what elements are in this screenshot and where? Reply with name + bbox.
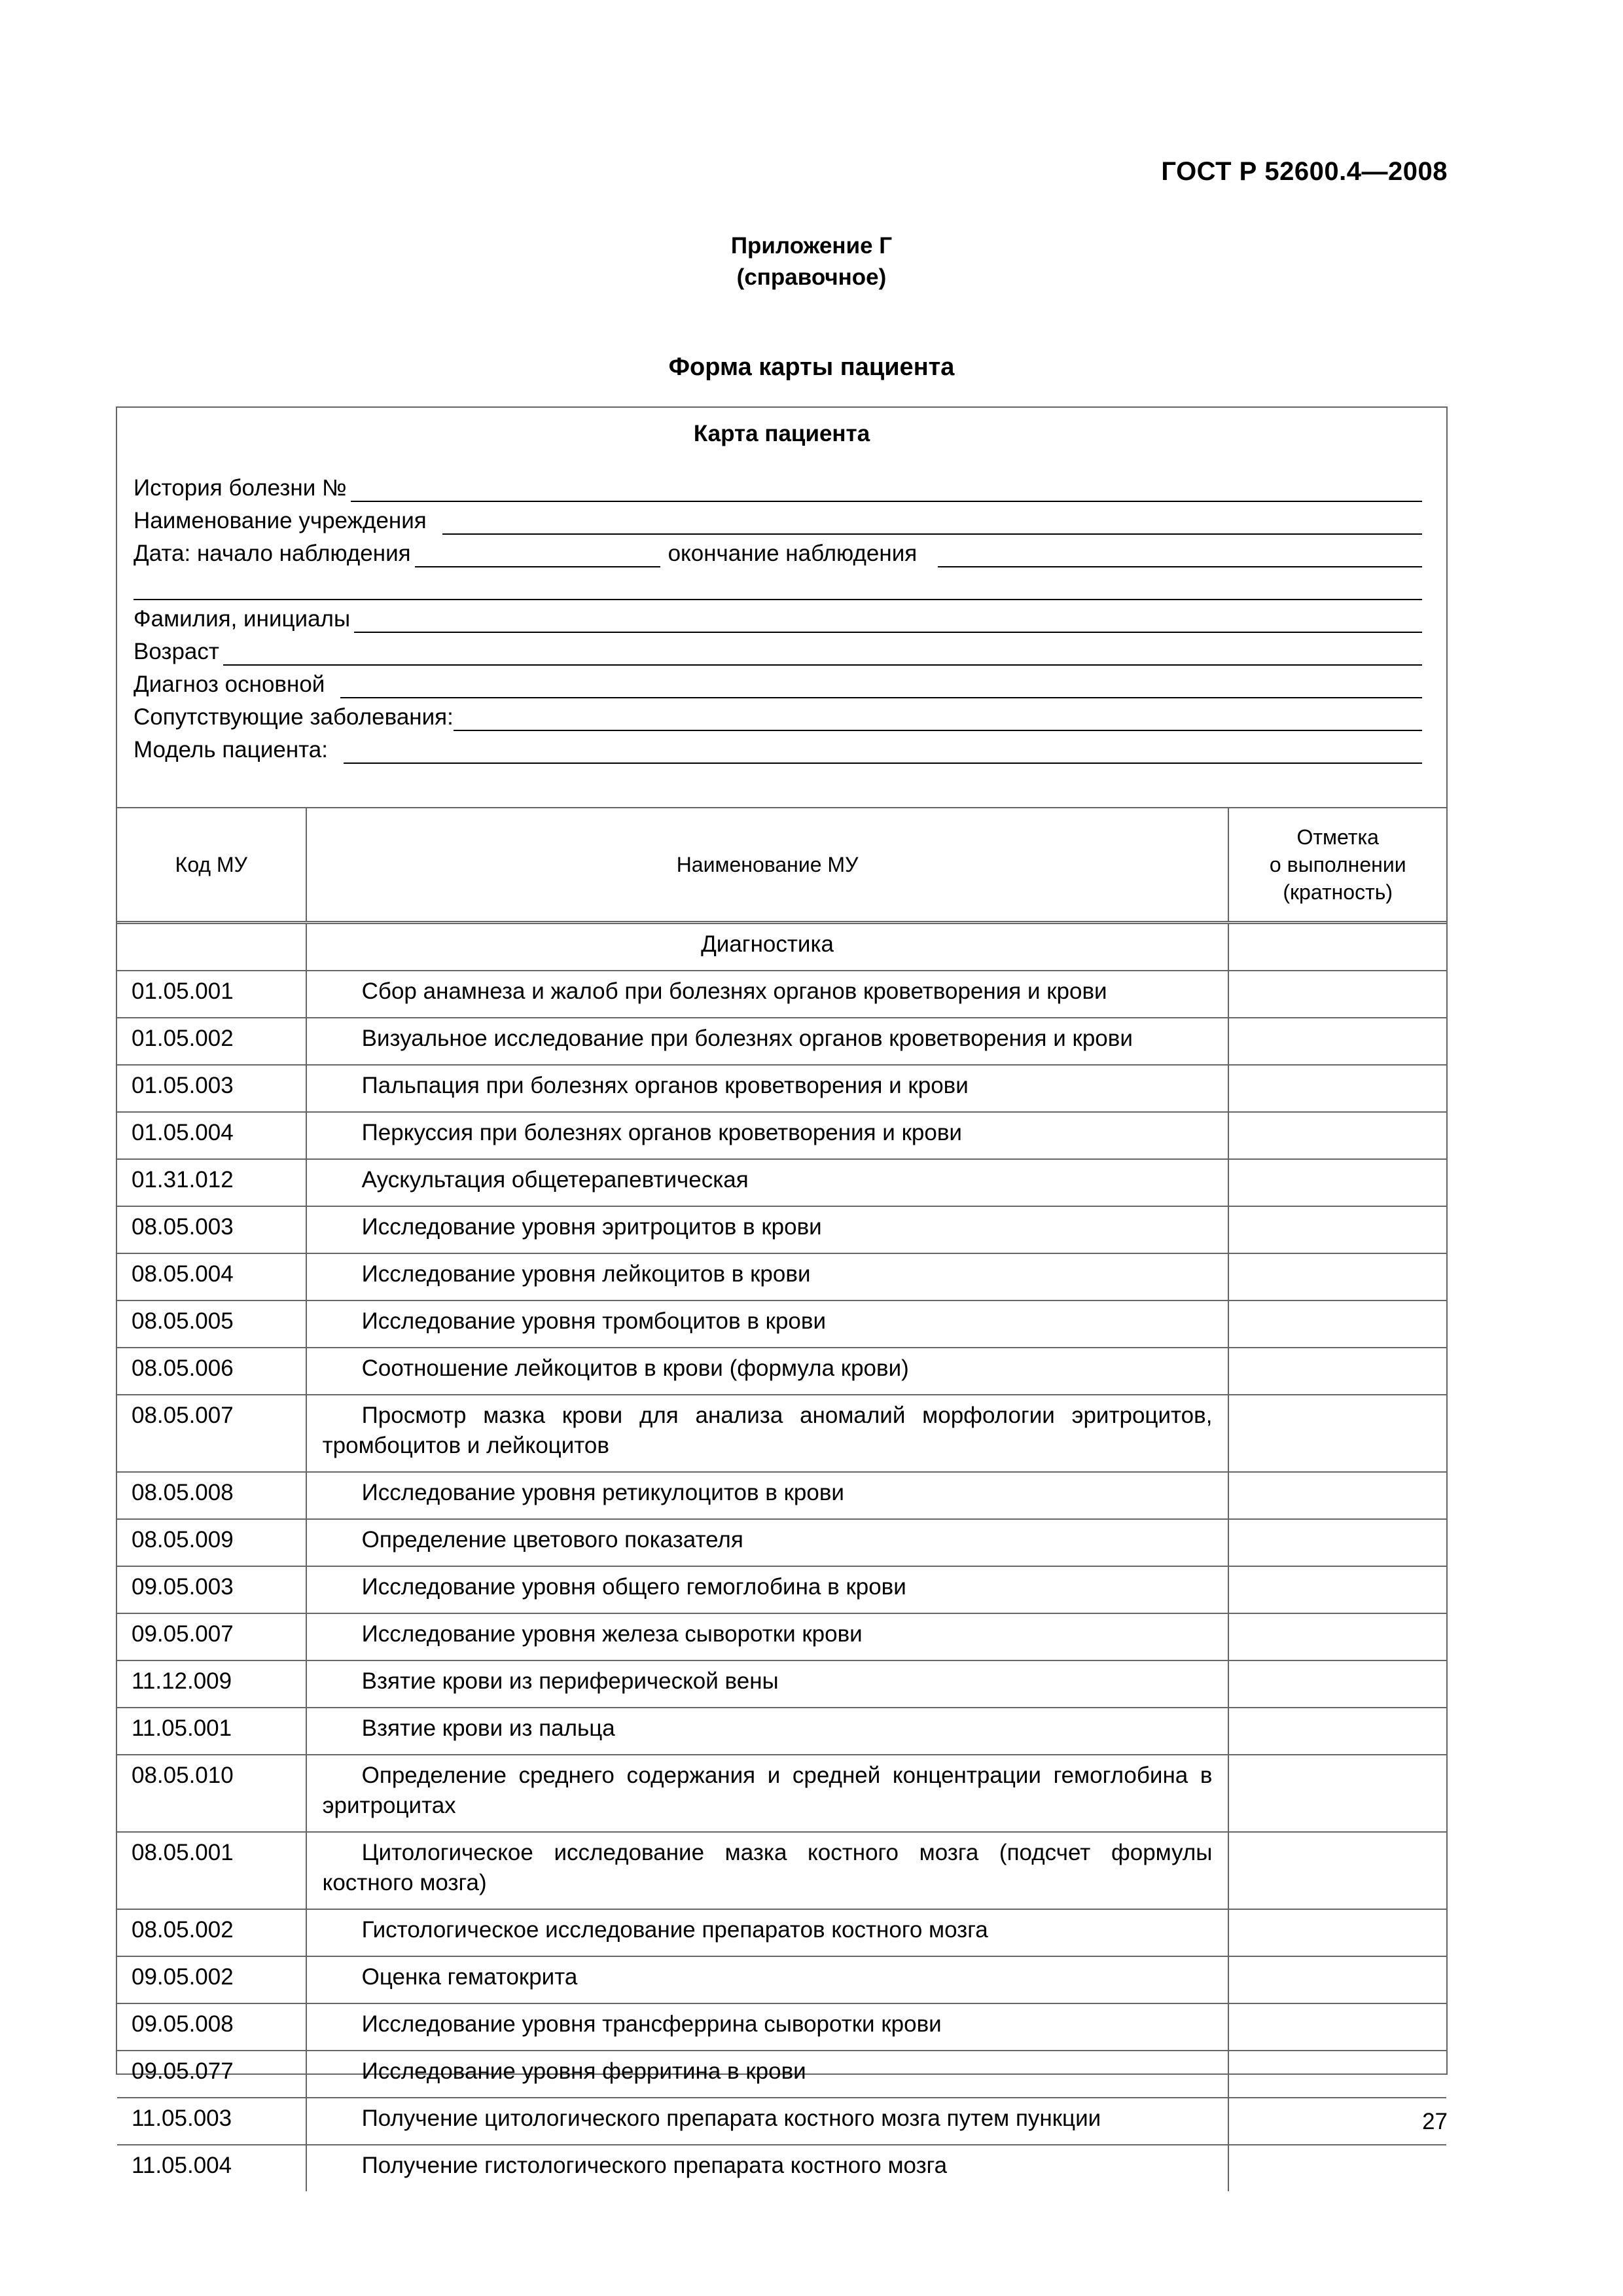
service-code-cell: 08.05.008	[117, 1472, 306, 1519]
comorbid-field	[134, 698, 1422, 731]
service-code-cell: 09.05.077	[117, 2051, 306, 2098]
date-end-input-line[interactable]	[938, 540, 1422, 567]
observation-dates-field	[134, 535, 1422, 567]
service-name-cell: Получение гистологического препарата костного мозга	[306, 2145, 1229, 2191]
section-row	[117, 923, 1446, 971]
model-field	[134, 731, 1422, 764]
service-name-cell: Исследование уровня ферритина в крови	[306, 2051, 1229, 2098]
service-name-cell: Сбор анамнеза и жалоб при болезнях органов кроветворения и крови	[306, 971, 1229, 1018]
diagnosis-field	[134, 666, 1422, 698]
standard-code: ГОСТ Р 52600.4—2008	[1161, 157, 1448, 186]
table-row	[117, 1395, 1446, 1472]
table-row	[117, 1112, 1446, 1159]
table-row	[117, 1909, 1446, 1956]
completion-mark-cell[interactable]	[1228, 1018, 1446, 1065]
table-row	[117, 2051, 1446, 2098]
section-label: Диагностика	[306, 923, 1229, 971]
service-code-cell: 11.12.009	[117, 1660, 306, 1708]
completion-mark-cell[interactable]	[1228, 1755, 1446, 1832]
age-field	[134, 633, 1422, 666]
completion-mark-cell[interactable]	[1228, 1065, 1446, 1112]
date-start-input-line[interactable]	[415, 540, 660, 567]
completion-mark-cell[interactable]	[1228, 1909, 1446, 1956]
completion-mark-cell[interactable]	[1228, 1253, 1446, 1300]
completion-mark-cell[interactable]	[1228, 1519, 1446, 1566]
age-input-line[interactable]	[223, 638, 1422, 666]
name-field	[134, 600, 1422, 633]
mark-header-line-1: Отметка	[1296, 825, 1379, 849]
service-name-cell: Исследование уровня общего гемоглобина в крови	[306, 1566, 1229, 1613]
service-name-cell: Взятие крови из периферической вены	[306, 1660, 1229, 1708]
table-row	[117, 1832, 1446, 1909]
service-name-cell: Исследование уровня трансферрина сыворотки крови	[306, 2003, 1229, 2051]
age-label: Возраст	[134, 639, 219, 664]
mark-header-line-2: о выполнении	[1269, 853, 1406, 876]
model-input-line[interactable]	[344, 736, 1422, 764]
code-column-header: Код МУ	[117, 808, 306, 923]
table-row	[117, 1065, 1446, 1112]
extra-input-line[interactable]	[134, 573, 1422, 600]
history-label: История болезни №	[134, 475, 347, 501]
service-code-cell: 01.05.002	[117, 1018, 306, 1065]
service-code-cell: 11.05.001	[117, 1708, 306, 1755]
service-code-cell: 01.31.012	[117, 1159, 306, 1206]
service-name-cell: Оценка гематокрита	[306, 1956, 1229, 2003]
institution-label: Наименование учреждения	[134, 508, 427, 533]
completion-mark-cell[interactable]	[1228, 2003, 1446, 2051]
completion-mark-cell[interactable]	[1228, 2098, 1446, 2145]
comorbid-input-line[interactable]	[454, 704, 1422, 731]
completion-mark-cell[interactable]	[1228, 1206, 1446, 1253]
institution-input-line[interactable]	[442, 507, 1422, 535]
service-name-cell: Определение цветового показателя	[306, 1519, 1229, 1566]
service-code-cell: 11.05.004	[117, 2145, 306, 2191]
table-row	[117, 971, 1446, 1018]
service-name-cell: Аускультация общетерапевтическая	[306, 1159, 1229, 1206]
table-row	[117, 1472, 1446, 1519]
mark-header-line-3: (кратность)	[1283, 880, 1393, 904]
mark-column-header	[1228, 808, 1446, 923]
comorbid-label: Сопутствующие заболевания:	[134, 704, 454, 730]
service-name-cell: Исследование уровня ретикулоцитов в крови	[306, 1472, 1229, 1519]
extra-line-field	[134, 567, 1422, 600]
history-input-line[interactable]	[351, 475, 1422, 502]
completion-mark-cell[interactable]	[1228, 1159, 1446, 1206]
table-row	[117, 1159, 1446, 1206]
completion-mark-cell[interactable]	[1228, 1472, 1446, 1519]
model-label: Модель пациента:	[134, 737, 328, 762]
table-row	[117, 1755, 1446, 1832]
service-name-cell: Исследование уровня тромбоцитов в крови	[306, 1300, 1229, 1348]
diagnosis-input-line[interactable]	[340, 671, 1422, 698]
medical-services-table	[117, 807, 1446, 2191]
date-end-label: окончание наблюдения	[668, 541, 918, 566]
date-start-label: Дата: начало наблюдения	[134, 541, 411, 566]
service-code-cell: 08.05.006	[117, 1348, 306, 1395]
table-row	[117, 1253, 1446, 1300]
completion-mark-cell[interactable]	[1228, 1708, 1446, 1755]
table-row	[117, 1300, 1446, 1348]
service-code-cell: 09.05.007	[117, 1613, 306, 1660]
service-code-cell: 08.05.007	[117, 1395, 306, 1472]
card-title: Карта пациента	[693, 421, 870, 446]
service-code-cell: 08.05.010	[117, 1755, 306, 1832]
appendix-title: Приложение Г	[730, 233, 893, 259]
service-code-cell: 01.05.001	[117, 971, 306, 1018]
service-name-cell: Исследование уровня лейкоцитов в крови	[306, 1253, 1229, 1300]
completion-mark-cell[interactable]	[1228, 1832, 1446, 1909]
table-row	[117, 1206, 1446, 1253]
completion-mark-cell[interactable]	[1228, 2145, 1446, 2191]
section-code-cell	[117, 923, 306, 971]
page-number: 27	[1422, 2109, 1448, 2134]
name-input-line[interactable]	[354, 605, 1422, 633]
service-code-cell: 08.05.005	[117, 1300, 306, 1348]
form-title: Форма карты пациента	[668, 353, 955, 381]
table-row	[117, 1566, 1446, 1613]
completion-mark-cell[interactable]	[1228, 1112, 1446, 1159]
section-mark-cell[interactable]	[1228, 923, 1446, 971]
institution-field	[134, 502, 1422, 535]
service-name-cell: Определение среднего содержания и средней концентрации гемоглобина в эритроцитах	[306, 1755, 1229, 1832]
service-code-cell: 08.05.004	[117, 1253, 306, 1300]
service-name-cell: Просмотр мазка крови для анализа аномалий морфологии эритроцитов, тромбоцитов и лейкоцитов	[306, 1395, 1229, 1472]
name-column-header: Наименование МУ	[306, 808, 1229, 923]
diagnosis-label: Диагноз основной	[134, 672, 325, 697]
appendix-heading	[0, 230, 1623, 293]
service-name-cell: Исследование уровня железа сыворотки крови	[306, 1613, 1229, 1660]
table-row	[117, 1348, 1446, 1395]
service-code-cell: 08.05.009	[117, 1519, 306, 1566]
service-code-cell: 01.05.004	[117, 1112, 306, 1159]
service-name-cell: Перкуссия при болезнях органов кроветворения и крови	[306, 1112, 1229, 1159]
service-name-cell: Исследование уровня эритроцитов в крови	[306, 1206, 1229, 1253]
completion-mark-cell[interactable]	[1228, 1395, 1446, 1472]
table-row	[117, 1018, 1446, 1065]
table-row	[117, 1613, 1446, 1660]
table-row	[117, 2145, 1446, 2191]
service-name-cell: Соотношение лейкоцитов в крови (формула крови)	[306, 1348, 1229, 1395]
service-code-cell: 08.05.001	[117, 1832, 306, 1909]
service-name-cell: Гистологическое исследование препаратов костного мозга	[306, 1909, 1229, 1956]
completion-mark-cell[interactable]	[1228, 1348, 1446, 1395]
history-field	[134, 469, 1422, 502]
completion-mark-cell[interactable]	[1228, 1613, 1446, 1660]
appendix-subtitle: (справочное)	[736, 264, 887, 290]
service-code-cell: 08.05.002	[117, 1909, 306, 1956]
table-row	[117, 1956, 1446, 2003]
service-code-cell: 08.05.003	[117, 1206, 306, 1253]
table-row	[117, 1708, 1446, 1755]
service-name-cell: Взятие крови из пальца	[306, 1708, 1229, 1755]
table-row	[117, 2003, 1446, 2051]
service-name-cell: Цитологическое исследование мазка костного мозга (подсчет формулы костного мозга)	[306, 1832, 1229, 1909]
table-header-row	[117, 808, 1446, 923]
service-name-cell: Пальпация при болезнях органов кроветворения и крови	[306, 1065, 1229, 1112]
completion-mark-cell[interactable]	[1228, 1300, 1446, 1348]
table-body	[117, 923, 1446, 2192]
table-row	[117, 1519, 1446, 1566]
table-row	[117, 2098, 1446, 2145]
service-code-cell: 01.05.003	[117, 1065, 306, 1112]
table-row	[117, 1660, 1446, 1708]
name-label: Фамилия, инициалы	[134, 606, 351, 632]
completion-mark-cell[interactable]	[1228, 1566, 1446, 1613]
service-code-cell: 09.05.003	[117, 1566, 306, 1613]
service-name-cell: Получение цитологического препарата костного мозга путем пункции	[306, 2098, 1229, 2145]
completion-mark-cell[interactable]	[1228, 1956, 1446, 2003]
service-code-cell: 11.05.003	[117, 2098, 306, 2145]
service-code-cell: 09.05.002	[117, 1956, 306, 2003]
completion-mark-cell[interactable]	[1228, 971, 1446, 1018]
service-code-cell: 09.05.008	[117, 2003, 306, 2051]
completion-mark-cell[interactable]	[1228, 2051, 1446, 2098]
completion-mark-cell[interactable]	[1228, 1660, 1446, 1708]
service-name-cell: Визуальное исследование при болезнях органов кроветворения и крови	[306, 1018, 1229, 1065]
